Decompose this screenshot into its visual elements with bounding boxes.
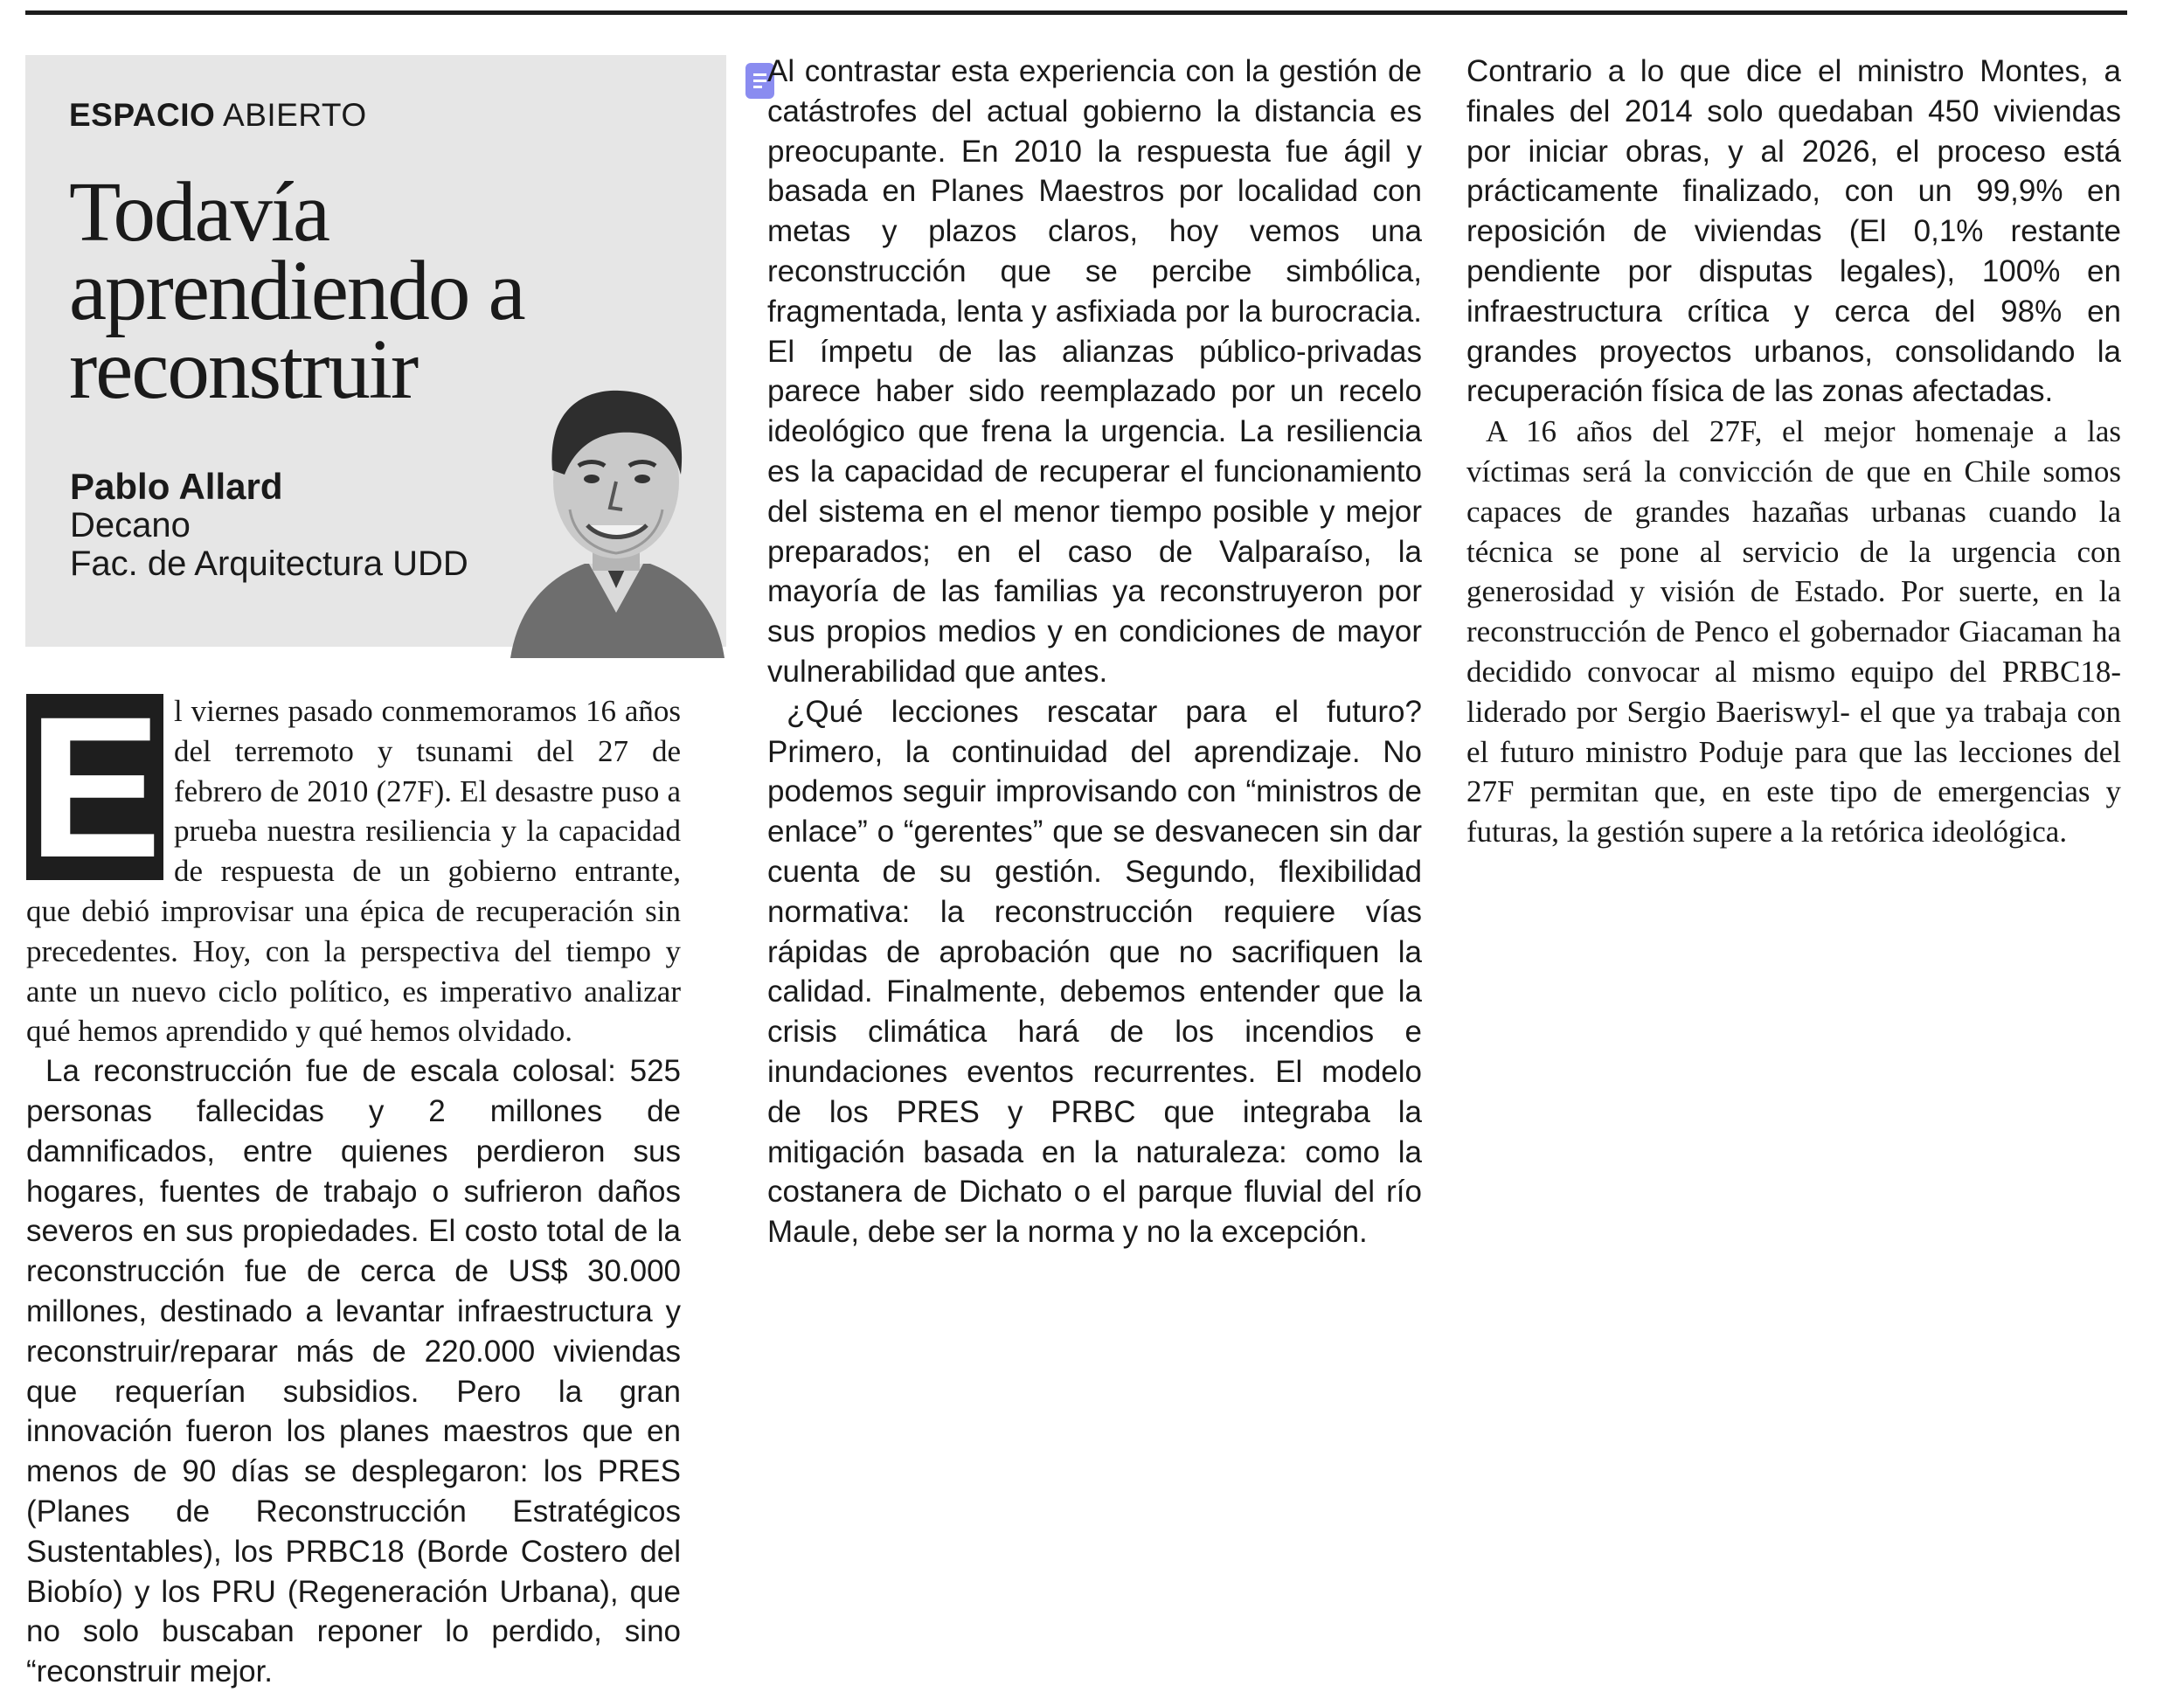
section-label-bold: ESPACIO <box>69 97 216 133</box>
author-affiliation: Fac. de Arquitectura UDD <box>70 544 468 583</box>
section-label-rest: ABIERTO <box>223 97 367 133</box>
paragraph-5: Contrario a lo que dice el ministro Montes, a finales del 2014 solo quedaban 450 viviendas por iniciar obras, y al 2026, el proceso está prácticamente finalizado, con un 99,9% en reposición de viviendas (El 0,1% restante pendiente por disputas legales), 100% en infraestructura crítica y cerca del 98% en grandes proyectos urbanos, consolidando la recuperación física de las zonas afectadas. <box>1466 54 2121 409</box>
paragraph-2-text: La reconstrucción fue de escala colosal: 525 personas fallecidas y 2 millones de damnificados, entre quienes perdieron sus hogares, fuentes de trabajo o sufrieron daños severos en sus propiedades. El costo total de la reconstrucción fue de cerca de US$ 30.000 millones, destinado a levantar infraestructura y reconstruir/reparar más de 220.000 viviendas que requerían subsidios. Pero la gran innovación fueron los planes maestros que en menos de 90 días se desplegaron: los PRES (Planes de Reconstrucción Estratégicos Sustentables), los PRBC18 (Borde Costero del Biobío) y los PRU (Regeneración Urbana), que no solo buscaban reponer lo perdido, sino “reconstruir mejor. <box>26 1054 681 1689</box>
paragraph-1-text: l viernes pasado conmemoramos 16 años del terremoto y tsunami del 27 de febrero de 2010 (27F). El desastre puso a prueba nuestra resiliencia y la capacidad de respuesta de un gobierno entrante, que debió improvisar una épica de recuperación sin precedentes. Hoy, con la perspectiva del tiempo y ante un nuevo ciclo político, es imperativo analizar qué hemos aprendido y qué hemos olvidado. <box>26 694 681 1049</box>
author-name: Pablo Allard <box>70 466 283 507</box>
paragraph-4: ¿Qué lecciones rescatar para el futuro? Primero, la continuidad del aprendizaje. No podemos seguir improvisando con “ministros de enlace” o “gerentes” que se desvanecen sin dar cuenta de su gestión. Segundo, flexibilidad normativa: la reconstrucción requiere vías rápidas de aprobación que no sacrifiquen la calidad. Finalmente, debemos entender que la crisis climática hará de los incendios e inundaciones eventos recurrentes. El modelo de los PRES y PRBC que integraba la mitigación basada en la naturaleza: como la costanera de Dichato o el parque fluvial del río Maule, debe ser la norma y no la excepción. <box>767 694 1422 1250</box>
paragraph-1 <box>26 675 681 1051</box>
paragraph-3: Al contrastar esta experiencia con la gestión de catástrofes del actual gobierno la distancia es preocupante. En 2010 la respuesta fue ágil y basada en Planes Maestros por localidad con metas y plazos claros, hoy vemos una reconstrucción que se percibe simbólica, fragmentada, lenta y asfixiada por la burocracia. El ímpetu de las alianzas público-privadas parece haber sido reemplazado por un recelo ideológico que frena la urgencia. La resiliencia es la capacidad de recuperar el funcionamiento del sistema en el menor tiempo posible y mejor preparados; en el caso de Valparaíso, la mayoría de las familias ya reconstruyeron por sus propios medios y en condiciones de mayor vulnerabilidad que antes. <box>767 54 1422 689</box>
author-role: Decano <box>70 506 191 544</box>
column-2 <box>767 52 1422 1252</box>
column-1 <box>26 675 681 1692</box>
section-label <box>69 97 367 134</box>
paragraph-2-start <box>26 1051 681 1692</box>
column-3 <box>1466 52 2121 852</box>
author-portrait-icon <box>502 378 731 658</box>
headline: Todavía aprendiendo a reconstruir <box>69 165 524 416</box>
paragraph-6: A 16 años del 27F, el mejor homenaje a las víctimas será la convicción de que en Chile somos capaces de grandes hazañas urbanas cuando la técnica se pone al servicio de la urgencia con generosidad y visión de Estado. Por suerte, en la reconstrucción de Penco el gobernador Giacaman ha decidido convocar al mismo equipo del PRBC18- liderado por Sergio Baeriswyl- el que ya trabaja con el futuro ministro Poduje para que las lecciones del 27F permitan que, en este tipo de emergencias y futuras, la gestión supere a la retórica ideológica. <box>1466 414 2121 849</box>
article-header <box>25 55 726 647</box>
drop-cap: E <box>27 675 163 899</box>
top-rule <box>25 10 2127 15</box>
